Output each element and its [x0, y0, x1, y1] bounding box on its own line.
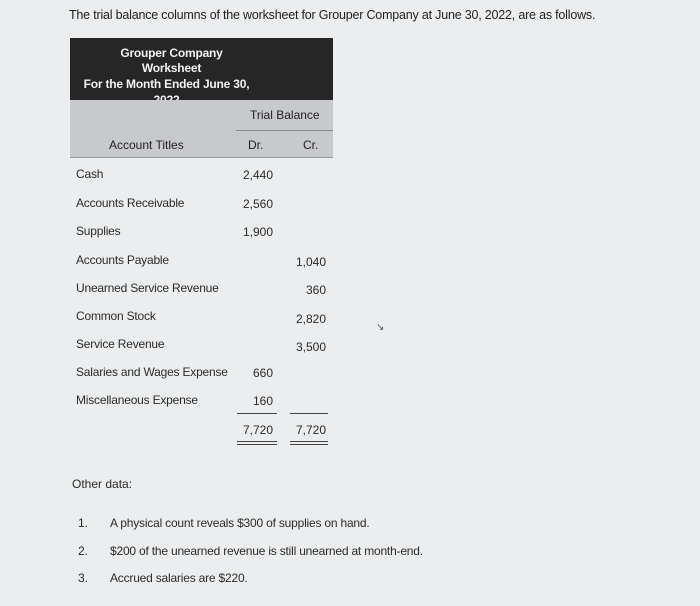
- worksheet-title: Worksheet: [141, 61, 202, 75]
- cursor-mark: ↘: [376, 322, 385, 333]
- debit-amount: 1,900: [242, 225, 273, 239]
- trial-balance-label: Trial Balance: [250, 108, 320, 122]
- note-text: A physical count reveals $300 of supplies on hand.: [110, 516, 370, 530]
- credit-amount: 3,500: [295, 340, 326, 354]
- cr-column-header: Cr.: [303, 138, 319, 152]
- note-number: 3.: [78, 571, 89, 585]
- debit-amount: 2,440: [242, 168, 273, 182]
- debit-amount: 160: [252, 394, 273, 408]
- cr-total-double-rule: [290, 444, 328, 445]
- account-title: Miscellaneous Expense: [76, 393, 198, 407]
- account-title: Common Stock: [76, 309, 156, 323]
- account-titles-header: Account Titles: [109, 138, 184, 152]
- worksheet-period: For the Month Ended June 30,: [83, 77, 250, 91]
- other-data-title: Other data:: [72, 477, 133, 491]
- credit-total: 7,720: [295, 423, 326, 437]
- debit-amount: 660: [252, 366, 273, 380]
- cr-subtotal-rule: [290, 413, 328, 414]
- credit-amount: 1,040: [295, 255, 326, 269]
- header-bottom-rule: [70, 157, 333, 158]
- company-name: Grouper Company: [120, 46, 223, 60]
- note-number: 1.: [78, 516, 89, 530]
- account-title: Service Revenue: [76, 337, 165, 351]
- worksheet-header: [70, 38, 333, 100]
- account-title: Supplies: [76, 224, 121, 238]
- note-text: Accrued salaries are $220.: [110, 571, 248, 585]
- account-title: Cash: [76, 167, 104, 181]
- credit-amount: 2,820: [295, 312, 326, 326]
- account-title: Unearned Service Revenue: [76, 281, 219, 295]
- dr-total-double-rule: [237, 441, 277, 442]
- debit-amount: 2,560: [242, 197, 273, 211]
- debit-total: 7,720: [242, 423, 273, 437]
- dr-total-double-rule: [237, 444, 277, 445]
- credit-amount: 360: [305, 283, 326, 297]
- cr-total-double-rule: [290, 441, 328, 442]
- trial-balance-divider: [236, 130, 333, 131]
- note-text: $200 of the unearned revenue is still unearned at month-end.: [110, 544, 423, 558]
- note-number: 2.: [78, 544, 89, 558]
- dr-subtotal-rule: [237, 413, 277, 414]
- intro-text: The trial balance columns of the worksheet for Grouper Company at June 30, 2022, are as follows.: [69, 8, 596, 22]
- dr-column-header: Dr.: [248, 138, 264, 152]
- account-title: Accounts Payable: [76, 253, 169, 267]
- account-title: Accounts Receivable: [76, 196, 185, 210]
- account-title: Salaries and Wages Expense: [76, 365, 228, 379]
